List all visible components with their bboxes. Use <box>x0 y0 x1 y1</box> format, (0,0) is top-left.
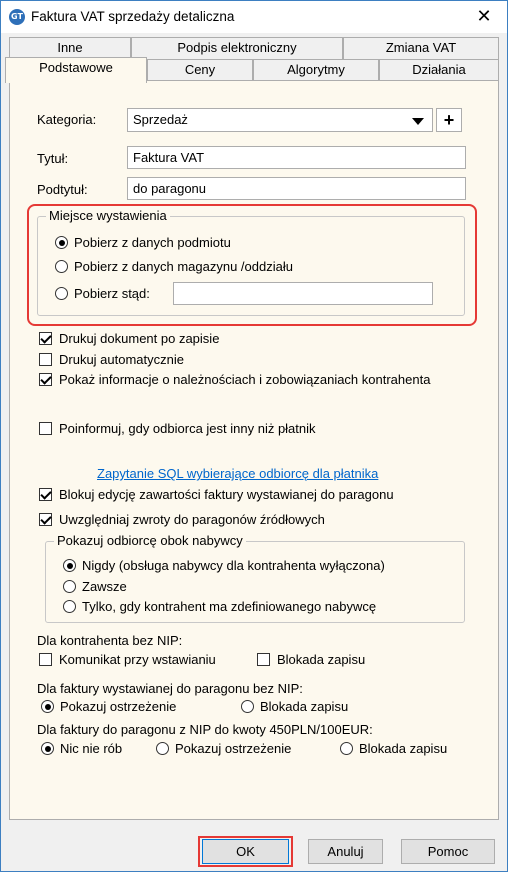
tab-ceny[interactable]: Ceny <box>147 59 253 81</box>
paragon-z-nip-label: Dla faktury do paragonu z NIP do kwoty 450PLN/100EUR: <box>37 722 373 737</box>
radio-nic-nie-rob-label: Nic nie rób <box>60 741 123 756</box>
radio-pokazuj-ostrzezenie-bez-nip-label: Pokazuj ostrzeżenie <box>60 699 177 714</box>
checkbox-poinformuj[interactable] <box>39 422 52 435</box>
radio-blokada-bez-nip-label: Blokada zapisu <box>260 699 349 714</box>
kategoria-value: Sprzedaż <box>133 112 188 127</box>
podtytul-label: Podtytuł: <box>37 182 88 197</box>
checkbox-blokada-bez-nip-label: Blokada zapisu <box>277 652 366 667</box>
window-title: Faktura VAT sprzedaży detaliczna <box>31 9 235 24</box>
radio-blokada-z-nip[interactable] <box>340 742 353 755</box>
miejsce-wystawienia-title: Miejsce wystawienia <box>46 208 170 223</box>
checkbox-uwzgledniaj-zwroty[interactable] <box>39 513 52 526</box>
tab-podpis-elektroniczny[interactable]: Podpis elektroniczny <box>131 37 343 59</box>
checkbox-blokuj-edycje-label: Blokuj edycję zawartości faktury wystawianej do paragonu <box>59 487 394 502</box>
radio-pobierz-stad-label: Pobierz stąd: <box>74 286 150 301</box>
tab-dzialania[interactable]: Działania <box>379 59 499 81</box>
kategoria-combobox[interactable] <box>127 108 433 132</box>
radio-tylko-gdy-label: Tylko, gdy kontrahent ma zdefiniowanego nabywcę <box>82 599 377 614</box>
radio-pokazuj-ostrzezenie-z-nip[interactable] <box>156 742 169 755</box>
kategoria-label: Kategoria: <box>37 112 97 127</box>
checkbox-blokuj-edycje[interactable] <box>39 488 52 501</box>
tab-zmiana-vat[interactable]: Zmiana VAT <box>343 37 499 59</box>
ok-button[interactable]: OK <box>202 839 289 864</box>
checkbox-drukuj-po-zapisie-label: Drukuj dokument po zapisie <box>59 331 220 346</box>
pokazuj-odbiorce-title: Pokazuj odbiorcę obok nabywcy <box>54 533 246 548</box>
close-icon[interactable]: ✕ <box>476 6 492 27</box>
checkbox-pokaz-naleznosci-label: Pokaż informacje o należnościach i zobowiązaniach kontrahenta <box>59 372 431 387</box>
cancel-button[interactable]: Anuluj <box>308 839 383 864</box>
checkbox-uwzgledniaj-zwroty-label: Uwzględniaj zwroty do paragonów źródłowych <box>59 512 325 527</box>
radio-pokazuj-ostrzezenie-z-nip-label: Pokazuj ostrzeżenie <box>175 741 292 756</box>
tab-algorytmy[interactable]: Algorytmy <box>253 59 379 81</box>
checkbox-drukuj-automatycznie-label: Drukuj automatycznie <box>59 352 184 367</box>
radio-pobierz-podmiot-label: Pobierz z danych podmiotu <box>74 235 231 250</box>
checkbox-blokada-bez-nip[interactable] <box>257 653 270 666</box>
radio-pobierz-stad[interactable] <box>55 287 68 300</box>
radio-zawsze[interactable] <box>63 580 76 593</box>
chevron-down-icon <box>412 118 424 125</box>
checkbox-pokaz-naleznosci[interactable] <box>39 373 52 386</box>
radio-blokada-bez-nip[interactable] <box>241 700 254 713</box>
checkbox-komunikat-label: Komunikat przy wstawianiu <box>59 652 216 667</box>
paragon-bez-nip-label: Dla faktury wystawianej do paragonu bez NIP: <box>37 681 303 696</box>
app-logo-icon: GT <box>9 9 25 25</box>
tab-podstawowe[interactable]: Podstawowe <box>5 57 147 83</box>
tytul-label: Tytuł: <box>37 151 69 166</box>
help-button[interactable]: Pomoc <box>401 839 495 864</box>
checkbox-drukuj-automatycznie[interactable] <box>39 353 52 366</box>
radio-nigdy-label: Nigdy (obsługa nabywcy dla kontrahenta wyłączona) <box>82 558 385 573</box>
title-bar <box>1 1 507 33</box>
add-category-button[interactable]: + <box>436 108 462 132</box>
radio-pobierz-magazyn[interactable] <box>55 260 68 273</box>
sql-odbiorca-link[interactable]: Zapytanie SQL wybierające odbiorcę dla płatnika <box>97 466 379 481</box>
bez-nip-label: Dla kontrahenta bez NIP: <box>37 633 183 648</box>
podtytul-input[interactable]: do paragonu <box>127 177 466 200</box>
radio-blokada-z-nip-label: Blokada zapisu <box>359 741 448 756</box>
radio-nigdy[interactable] <box>63 559 76 572</box>
checkbox-poinformuj-label: Poinformuj, gdy odbiorca jest inny niż płatnik <box>59 421 316 436</box>
pobierz-stad-input[interactable] <box>173 282 433 305</box>
radio-nic-nie-rob[interactable] <box>41 742 54 755</box>
radio-zawsze-label: Zawsze <box>82 579 127 594</box>
radio-tylko-gdy[interactable] <box>63 600 76 613</box>
radio-pokazuj-ostrzezenie-bez-nip[interactable] <box>41 700 54 713</box>
checkbox-drukuj-po-zapisie[interactable] <box>39 332 52 345</box>
checkbox-komunikat[interactable] <box>39 653 52 666</box>
radio-pobierz-magazyn-label: Pobierz z danych magazynu /oddziału <box>74 259 293 274</box>
tytul-input[interactable]: Faktura VAT <box>127 146 466 169</box>
tab-inne[interactable]: Inne <box>9 37 131 59</box>
radio-pobierz-podmiot[interactable] <box>55 236 68 249</box>
